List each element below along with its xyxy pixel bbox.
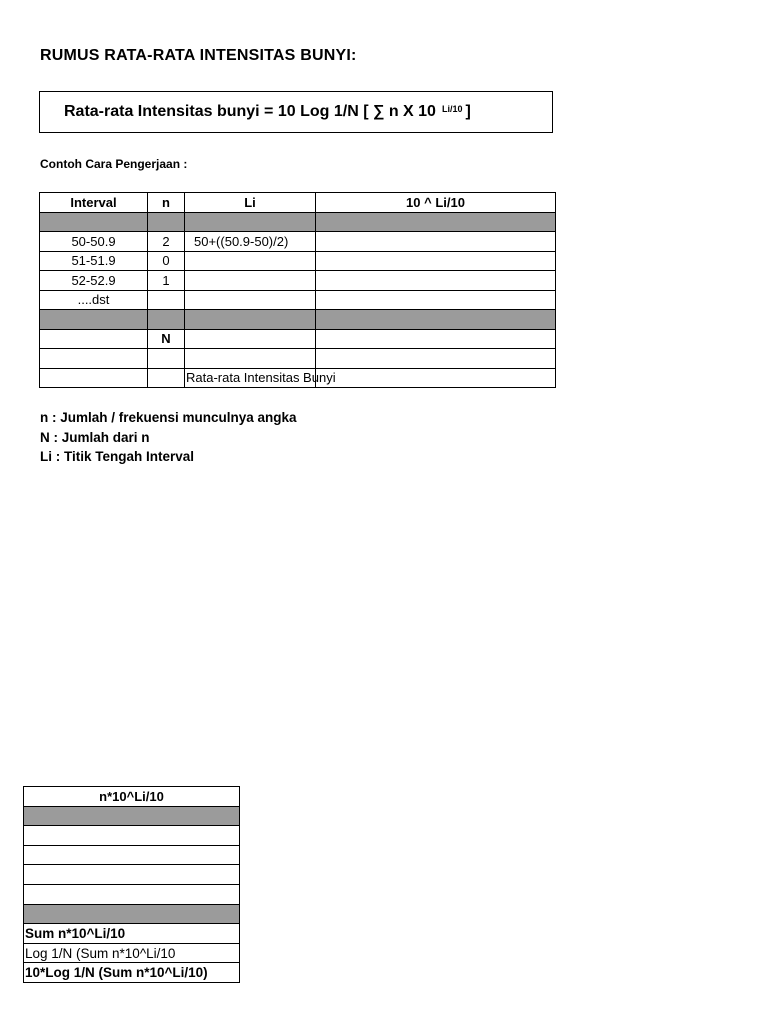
sum-row — [24, 924, 240, 944]
cell-interval: 51-51.9 — [40, 251, 148, 271]
note-li: Li : Titik Tengah Interval — [40, 449, 195, 464]
cell-interval: 52-52.9 — [40, 271, 148, 291]
result-label: 10*Log 1/N (Sum n*10^Li/10) — [24, 963, 240, 983]
formula-exponent: Li/10 — [441, 104, 463, 114]
cell-li: 50+((50.9-50)/2) — [185, 232, 316, 252]
cell-interval: 50-50.9 — [40, 232, 148, 252]
main-table — [39, 192, 556, 388]
separator-row — [40, 310, 556, 330]
header-interval: Interval — [40, 193, 148, 213]
header-li: Li — [185, 193, 316, 213]
separator-row — [24, 904, 240, 924]
average-row — [40, 368, 556, 388]
cell-n: 0 — [148, 251, 185, 271]
result-row — [24, 963, 240, 983]
cell-power — [316, 290, 556, 310]
cell-power — [316, 271, 556, 291]
cell-n: 1 — [148, 271, 185, 291]
sum-label: Sum n*10^Li/10 — [24, 924, 240, 944]
sum-table-header: n*10^Li/10 — [24, 787, 240, 807]
cell-n: 2 — [148, 232, 185, 252]
sum-table — [23, 786, 240, 983]
note-N: N : Jumlah dari n — [40, 429, 150, 445]
blank-row — [40, 349, 556, 369]
cell-n — [148, 290, 185, 310]
sum-table-header-row — [24, 787, 240, 807]
header-power: 10 ^ Li/10 — [316, 193, 556, 213]
cell-power — [316, 251, 556, 271]
total-row — [40, 329, 556, 349]
formula-text: Rata-rata Intensitas bunyi = 10 Log 1/N [ ∑ n X 10 — [64, 103, 436, 120]
table-row — [40, 290, 556, 310]
cell-li — [185, 251, 316, 271]
table-row — [40, 251, 556, 271]
table-header-row — [40, 193, 556, 213]
cell-li — [185, 271, 316, 291]
total-n-label: N — [148, 329, 185, 349]
notes — [40, 408, 297, 467]
separator-row — [40, 212, 556, 232]
blank-row — [24, 845, 240, 865]
formula-box — [39, 91, 553, 133]
note-n: n : Jumlah / frekuensi munculnya angka — [40, 410, 297, 425]
separator-row — [24, 806, 240, 826]
cell-li — [185, 290, 316, 310]
table-row — [40, 232, 556, 252]
blank-row — [24, 826, 240, 846]
table-row — [40, 271, 556, 291]
cell-power — [316, 232, 556, 252]
example-label: Contoh Cara Pengerjaan : — [40, 157, 188, 171]
blank-row — [24, 884, 240, 904]
average-label: Rata-rata Intensitas Bunyi — [185, 368, 316, 388]
blank-row — [24, 865, 240, 885]
page-title: RUMUS RATA-RATA INTENSITAS BUNYI: — [40, 47, 357, 64]
formula-close-bracket: ] — [465, 103, 471, 120]
log-label: Log 1/N (Sum n*10^Li/10 — [24, 943, 240, 963]
header-n: n — [148, 193, 185, 213]
cell-interval: ....dst — [40, 290, 148, 310]
log-row — [24, 943, 240, 963]
